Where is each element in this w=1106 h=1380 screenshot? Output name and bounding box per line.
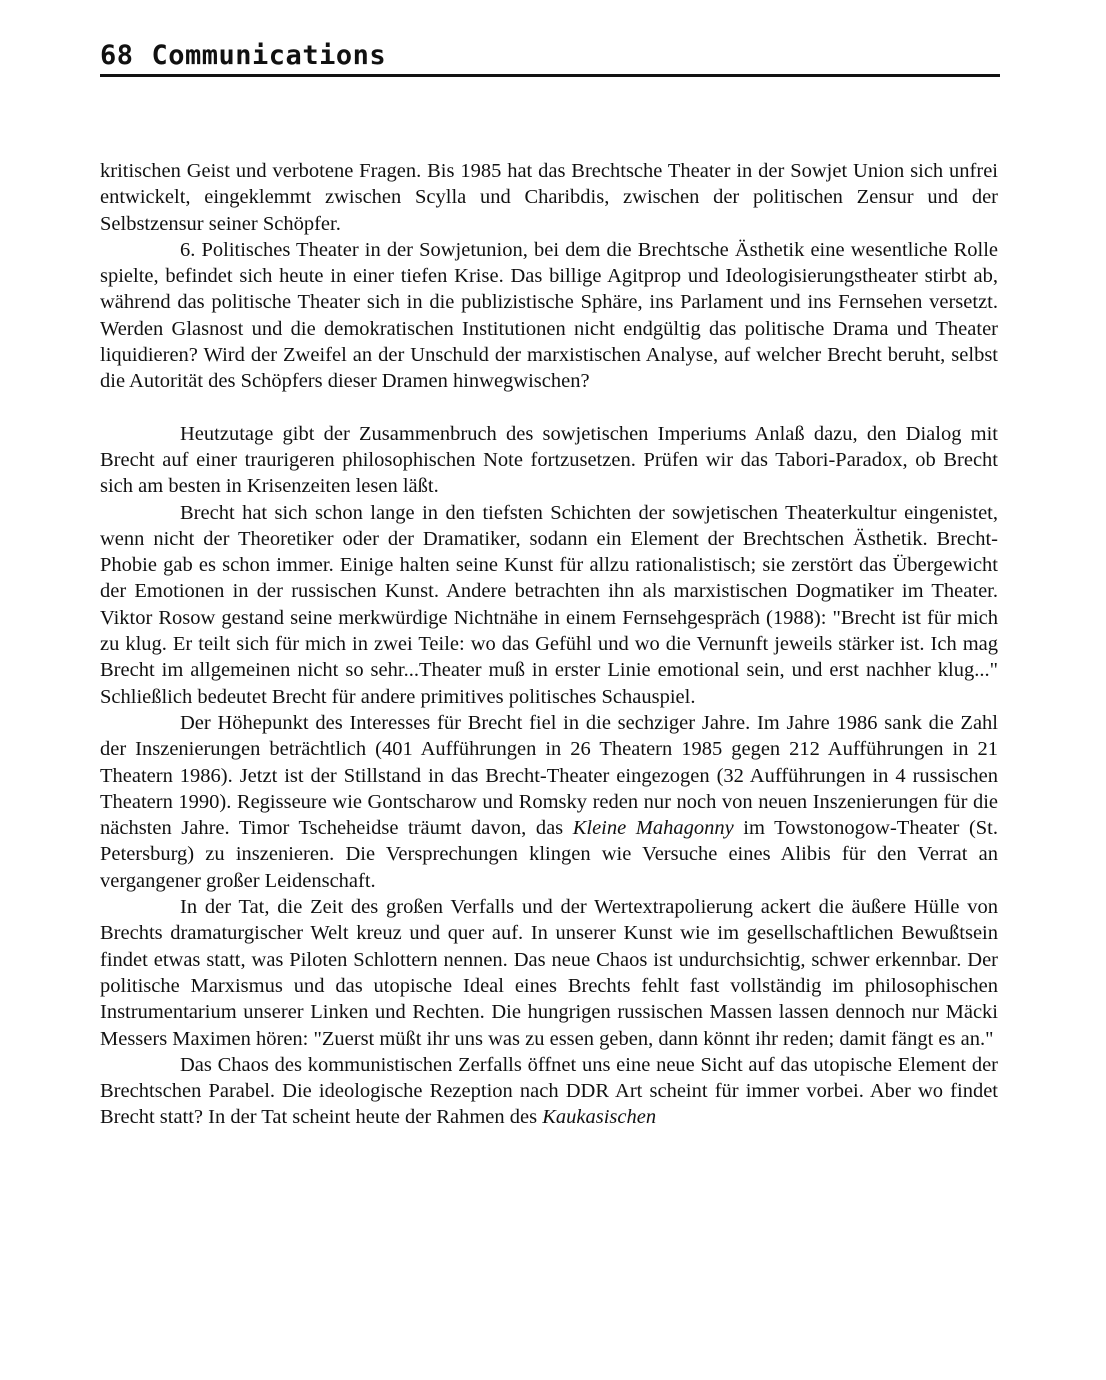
paragraph: Heutzutage gibt der Zusammenbruch des sowjetischen Imperiums Anlaß dazu, den Dialog mit Brecht auf einer traurigeren philosophischen Note fortzusetzen. Prüfen wir das Tabori-Paradox, ob Brecht sich am besten in Krisenzeiten lesen läßt.: [100, 422, 998, 498]
running-header: [100, 40, 1000, 77]
paragraph-text: Das Chaos des kommunistischen Zerfalls öffnet uns eine neue Sicht auf das utopische Element der Brechtschen Parabel. Die ideologische Rezeption nach DDR Art scheint für immer vorbei. Aber wo findet Brecht statt? In der Tat scheint heute der Rahmen des: [100, 1053, 998, 1129]
paragraph-text: Der Höhepunkt des Interesses für Brecht fiel in die sechziger Jahre. Im Jahre 1986 sank die Zahl der Inszenierungen beträchtlich (401 Aufführungen in 26 Theatern 1985 gegen 212 Aufführungen in 21 Theatern 1986). Jetzt ist der Stillstand in das Brecht-Theater eingezogen (32 Aufführungen in 4 russischen Theatern 1990). Regisseure wie Gontscharow und Romsky reden nur noch von neuen Inszenierungen für die nächsten Jahre. Timor Tscheheidse träumt davon, das: [100, 711, 998, 840]
paragraph: Brecht hat sich schon lange in den tiefsten Schichten der sowjetischen Theaterkultur eingenistet, wenn nicht der Theoretiker oder der Dramatiker, sodann ein Element der Brechtschen Ästhetik. Brecht-Phobie gab es schon immer. Einige halten seine Kunst für allzu rationalistisch; sie zerstört das Übergewicht der Emotionen in der russischen Kunst. Andere betrachten ihn als marxistischen Dogmatiker im Theater. Viktor Rosow gestand seine merkwürdige Nichtnähe in einem Fernsehgespräch (1988): "Brecht ist für mich zu klug. Er teilt sich für mich in zwei Teile: wo das Gefühl und wo die Vernunft jeweils stärker ist. Ich mag Brecht im allgemeinen nicht so sehr...Theater muß in erster Linie emotional sein, und erst nachher klug..." Schließlich bedeutet Brecht für andere primitives politisches Schauspiel.: [100, 501, 998, 708]
body-text: [100, 158, 998, 1131]
paragraph: [100, 1052, 998, 1131]
paragraph: kritischen Geist und verbotene Fragen. Bis 1985 hat das Brechtsche Theater in der Sowjet Union sich unfrei entwickelt, eingeklemmt zwischen Scylla und Charibdis, zwischen der politischen Zensur und der Selbstzensur seiner Schöpfer.: [100, 160, 998, 235]
paragraph: In der Tat, die Zeit des großen Verfalls und der Wertextrapolierung ackert die äußere Hülle von Brechts dramaturgischer Welt kreuz und quer auf. In unserer Kunst wie im gesellschaftlichen Bewußtsein findet etwas statt, was Piloten Schlottern nennen. Das neue Chaos ist undurchsichtig, schwer erkennbar. Der politische Marxismus und das utopische Ideal eines Brechts fehlt fast vollständig im philosophischen Instrumentarium unserer Linken und Rechten. Die hungrigen russischen Massen lassen dennoch nur Mäcki Messers Maximen hören: "Zuerst müßt ihr uns was zu essen geben, dann könnt ihr reden; damit fängt es an.": [100, 896, 998, 1050]
paragraph-text: im Towstonogow-Theater (St. Petersburg) zu inszenieren. Die Versprechungen klingen wie Versuche eines Alibis für den Verrat an vergangener großer Leidenschaft.: [100, 817, 998, 892]
journal-title: Communications: [151, 40, 387, 71]
paragraph: 6. Politisches Theater in der Sowjetunion, bei dem die Brechtsche Ästhetik eine wesentliche Rolle spielte, befindet sich heute in einer tiefen Krise. Das billige Agitprop und Ideologisierungstheater stirbt ab, während das politische Theater sich in die publizistische Sphäre, ins Parlament und ins Fernsehen versetzt. Werden Glasnost und die demokratischen Institutionen nicht endgültig das politische Drama und Theater liquidieren? Wird der Zweifel an der Unschuld der marxistischen Analyse, auf welcher Brecht beruht, selbst die Autorität des Schöpfers dieser Dramen hinwegwischen?: [100, 238, 998, 393]
paragraph: [100, 710, 998, 894]
title-italic: Kleine Mahagonny: [572, 817, 734, 840]
title-italic: Kaukasischen: [542, 1106, 657, 1129]
page-number: 68: [100, 40, 134, 71]
